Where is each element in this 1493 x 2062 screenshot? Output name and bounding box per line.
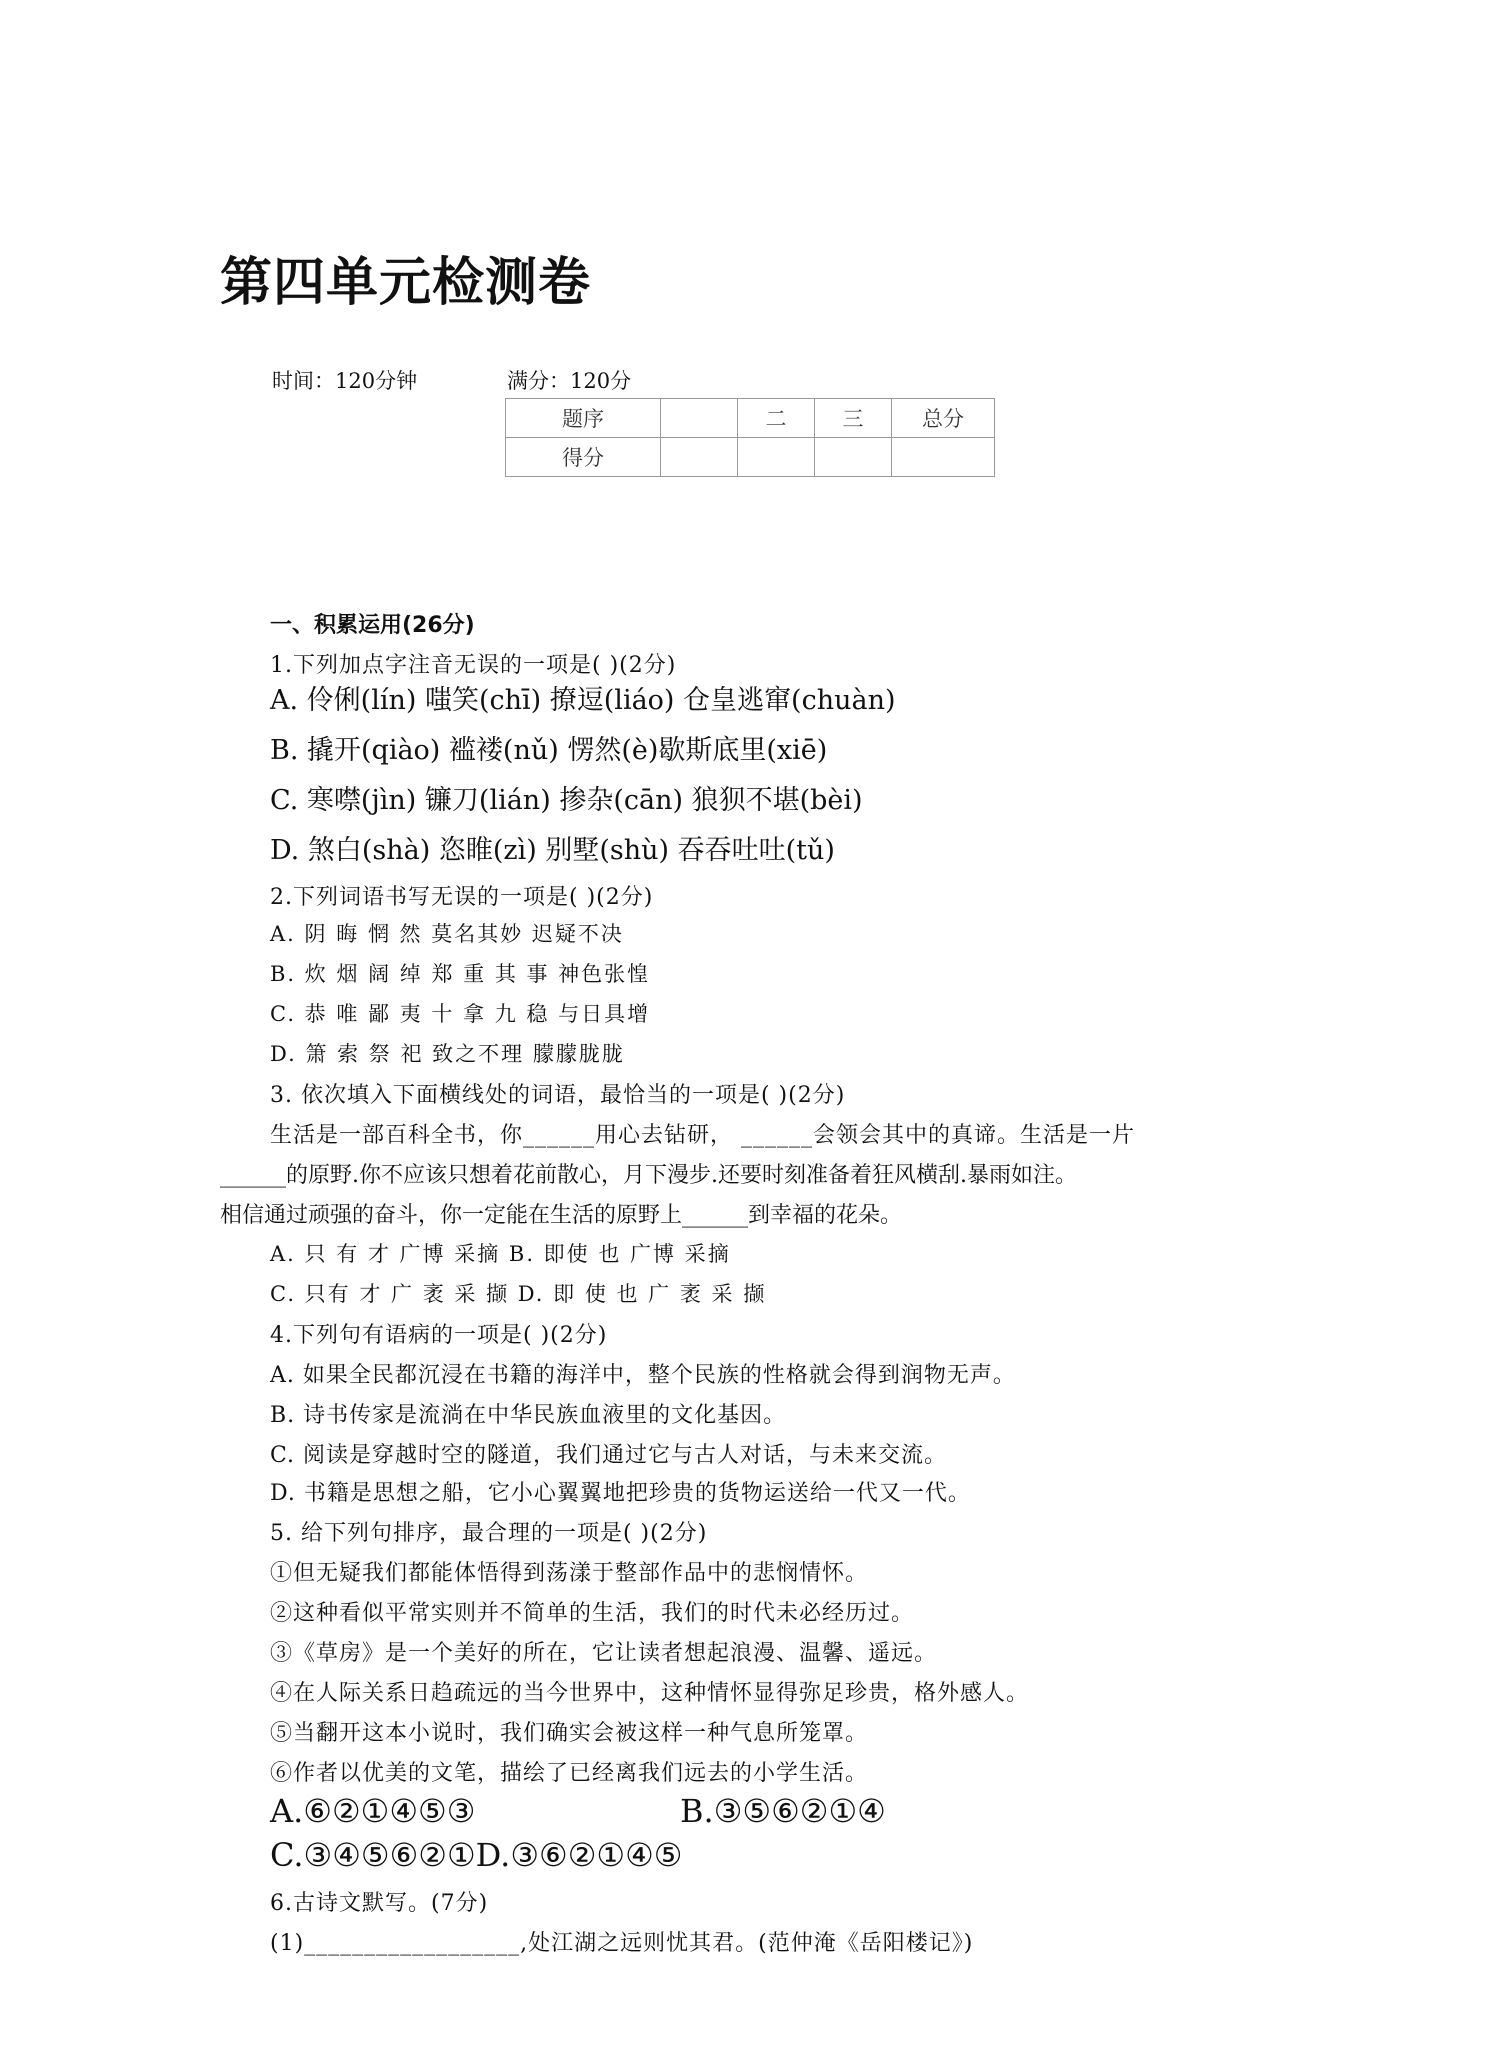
question-4-option-a: A. 如果全民都沉浸在书籍的海洋中，整个民族的性格就会得到润物无声。: [270, 1363, 1016, 1388]
question-4-option-b: B. 诗书传家是流淌在中华民族血液里的文化基因。: [270, 1403, 787, 1428]
page-title: 第四单元检测卷: [220, 253, 592, 313]
score-table-row-score: [506, 438, 995, 477]
table-cell: 总分: [892, 399, 995, 438]
question-1-option-b: B. 撬开(qiào) 褴褛(nǔ) 愣然(è)歇斯底里(xiē): [270, 735, 828, 766]
score-table: [505, 398, 995, 477]
question-5-option-b: B.③⑤⑥②①④: [680, 1792, 886, 1830]
question-2-stem: 2.下列词语书写无误的一项是( )(2分): [270, 885, 654, 910]
question-5-sentence-4: ④在人际关系日趋疏远的当今世界中，这种情怀显得弥足珍贵，格外感人。: [270, 1681, 1030, 1706]
question-3-options-ab: A. 只 有 才 广博 采摘 B. 即使 也 广博 采摘: [270, 1242, 731, 1266]
question-4-stem: 4.下列句有语病的一项是( )(2分): [270, 1323, 608, 1348]
section-heading: 一、积累运用(26分): [270, 613, 475, 638]
question-3-passage-line-2: ______的原野.你不应该只想着花前散心，月下漫步.还要时刻准备着狂风横刮.暴雨如注。: [220, 1163, 1077, 1188]
question-5-options-cd: C.③④⑤⑥②①D.③⑥②①④⑤: [270, 1836, 683, 1874]
question-6-stem: 6.古诗文默写。(7分): [270, 1891, 489, 1916]
question-3-options-cd: C. 只有 才 广 袤 采 撷 D. 即 使 也 广 袤 采 撷: [270, 1282, 767, 1306]
question-5-sentence-2: ②这种看似平常实则并不简单的生活，我们的时代未必经历过。: [270, 1601, 915, 1626]
table-cell: 题序: [506, 399, 661, 438]
score-table-row-header: [506, 399, 995, 438]
exam-time: 时间：120分钟: [272, 369, 418, 393]
question-5-stem: 5. 给下列句排序，最合理的一项是( )(2分): [270, 1521, 708, 1546]
question-1-stem: 1.下列加点字注音无误的一项是( )(2分): [270, 653, 677, 678]
table-cell: [738, 438, 815, 477]
question-4-option-c: C. 阅读是穿越时空的隧道，我们通过它与古人对话，与未来交流。: [270, 1443, 948, 1468]
question-2-option-b: B. 炊 烟 阔 绰 郑 重 其 事 神色张惶: [270, 962, 651, 986]
question-2-option-c: C. 恭 唯 鄙 夷 十 拿 九 稳 与日具增: [270, 1002, 651, 1026]
question-3-passage-line-3: 相信通过顽强的奋斗，你一定能在生活的原野上______到幸福的花朵。: [220, 1203, 903, 1228]
table-cell: 二: [738, 399, 815, 438]
question-5-sentence-3: ③《草房》是一个美好的所在，它让读者想起浪漫、温馨、遥远。: [270, 1641, 938, 1666]
question-2-option-d: D. 箫 索 祭 祀 致之不理 朦朦胧胧: [270, 1042, 625, 1066]
question-3-passage-line-1: 生活是一部百科全书，你______用心去钻研， ______会领会其中的真谛。生活是一片: [270, 1123, 1135, 1148]
table-cell: 三: [815, 399, 892, 438]
question-1-option-a: A. 伶俐(lín) 嗤笑(chī) 撩逗(liáo) 仓皇逃窜(chuàn): [270, 685, 896, 716]
table-cell: [892, 438, 995, 477]
question-1-option-d: D. 煞白(shà) 恣睢(zì) 别墅(shù) 吞吞吐吐(tǔ): [270, 835, 835, 866]
table-cell: [815, 438, 892, 477]
question-4-option-d: D. 书籍是思想之船，它小心翼翼地把珍贵的货物运送给一代又一代。: [270, 1481, 971, 1506]
question-5-sentence-6: ⑥作者以优美的文笔，描绘了已经离我们远去的小学生活。: [270, 1761, 869, 1786]
question-5-sentence-5: ⑤当翻开这本小说时，我们确实会被这样一种气息所笼罩。: [270, 1721, 869, 1746]
question-1-option-c: C. 寒噤(jìn) 镰刀(lián) 掺杂(cān) 狼狈不堪(bèi): [270, 785, 863, 816]
table-cell: 得分: [506, 438, 661, 477]
question-6-line-1: (1)__________________,处江湖之远则忧其君。(范仲淹《岳阳楼记》): [270, 1931, 974, 1956]
question-5-sentence-1: ①但无疑我们都能体悟得到荡漾于整部作品中的悲悯情怀。: [270, 1561, 869, 1586]
table-cell: [661, 438, 738, 477]
question-5-option-a: A.⑥②①④⑤③: [270, 1792, 476, 1830]
exam-full-score: 满分：120分: [507, 369, 632, 393]
table-cell: [661, 399, 738, 438]
question-3-stem: 3. 依次填入下面横线处的词语，最恰当的一项是( )(2分): [270, 1083, 846, 1108]
question-2-option-a: A. 阴 晦 惘 然 莫名其妙 迟疑不决: [270, 922, 624, 946]
